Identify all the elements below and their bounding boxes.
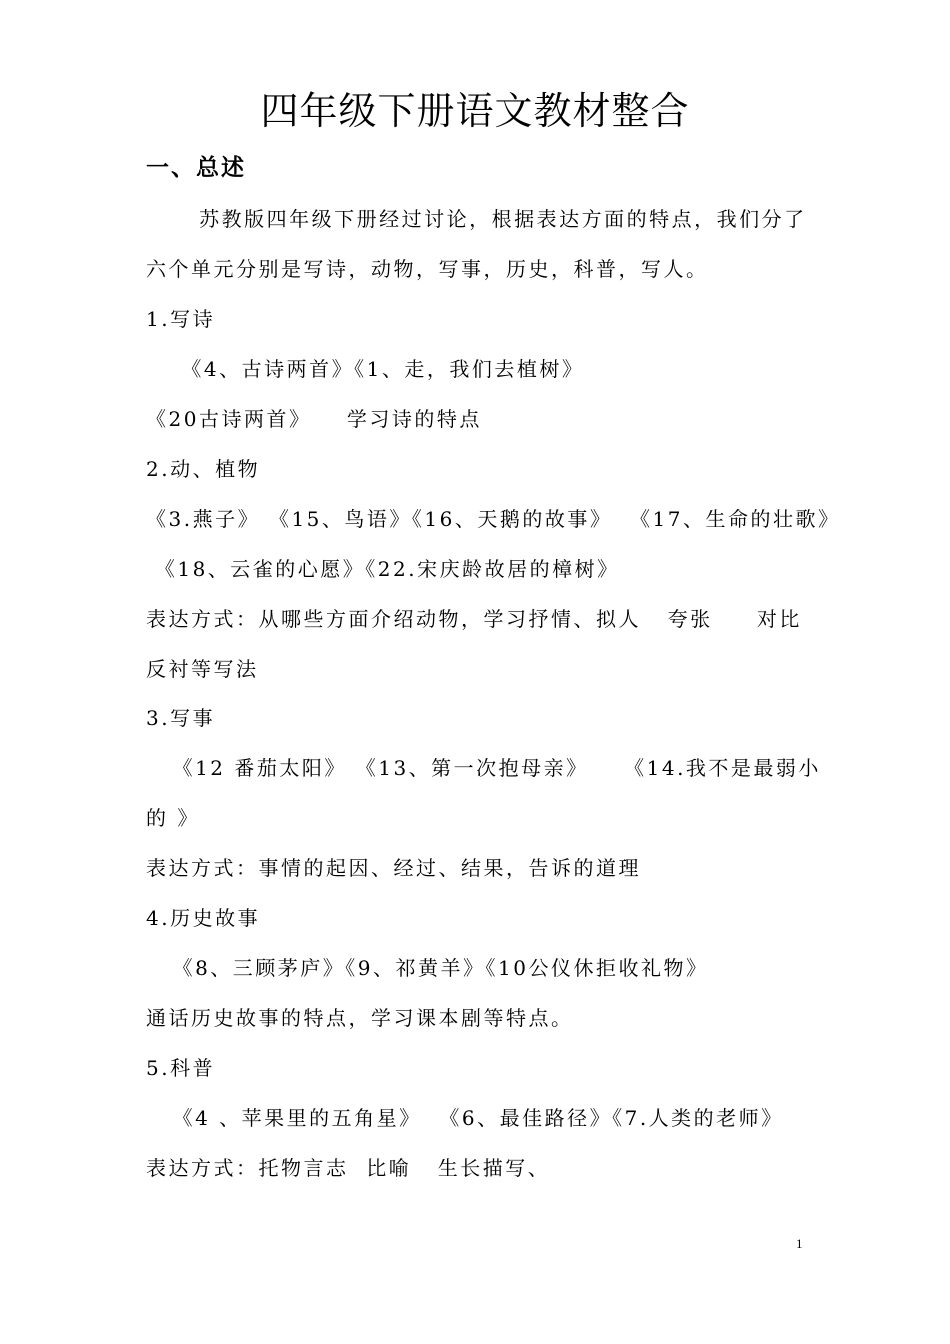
paragraph-line: 表达方式：从哪些方面介绍动物，学习抒情、拟人 夸张 对比 <box>146 607 802 631</box>
subsection-heading: 2.动、植物 <box>146 457 261 481</box>
paragraph-line: 的 》 <box>146 806 200 830</box>
section-heading: 一、总述 <box>146 155 246 181</box>
paragraph-line: 《18、云雀的心愿》《22.宋庆龄故居的樟树》 <box>146 557 620 581</box>
paragraph-line: 通话历史故事的特点，学习课本剧等特点。 <box>146 1006 574 1030</box>
paragraph-line: 六个单元分别是写诗，动物，写事，历史，科普，写人。 <box>146 257 709 281</box>
paragraph-line: 《20古诗两首》 学习诗的特点 <box>146 407 482 431</box>
document-title: 四年级下册语文教材整合 <box>260 89 690 133</box>
paragraph-line: 《4 、苹果里的五角星》 《6、最佳路径》《7.人类的老师》 <box>146 1106 784 1130</box>
page-number: 1 <box>796 1236 803 1251</box>
subsection-heading: 3.写事 <box>146 706 216 730</box>
paragraph-line: 表达方式：托物言志 比喻 生长描写、 <box>146 1156 551 1180</box>
subsection-heading: 1.写诗 <box>146 307 216 331</box>
paragraph-line: 《3.燕子》 《15、鸟语》《16、天鹅的故事》 《17、生命的壮歌》 <box>146 507 841 531</box>
paragraph-line: 表达方式：事情的起因、经过、结果，告诉的道理 <box>146 856 641 880</box>
paragraph-line: 反衬等写法 <box>146 657 259 681</box>
subsection-heading: 4.历史故事 <box>146 906 261 930</box>
paragraph-line: 《8、三顾茅庐》《9、祁黄羊》《10公仪休拒收礼物》 <box>146 956 709 980</box>
paragraph-line: 苏教版四年级下册经过讨论，根据表达方面的特点，我们分了 <box>146 207 807 231</box>
paragraph-line: 《4、古诗两首》《1、走，我们去植树》 <box>146 357 585 381</box>
paragraph-line: 《12 番茄太阳》 《13、第一次抱母亲》 《14.我不是最弱小 <box>146 756 821 780</box>
subsection-heading: 5.科普 <box>146 1056 216 1080</box>
